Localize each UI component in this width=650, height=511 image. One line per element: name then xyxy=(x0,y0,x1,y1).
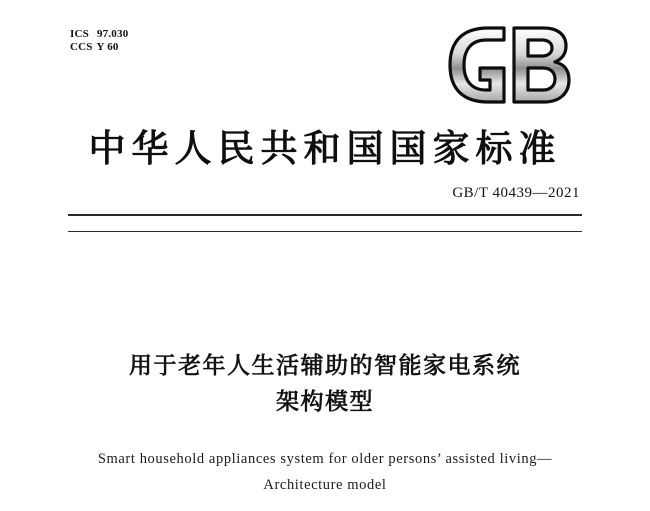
ics-line xyxy=(70,28,128,41)
standard-number: GB/T 40439—2021 xyxy=(452,185,580,201)
gb-national-standard-emblem-icon xyxy=(440,22,590,108)
classification-block xyxy=(70,28,128,54)
national-standard-title: 中华人民共和国国家标准 xyxy=(88,129,562,170)
document-title-english-line2: Architecture model xyxy=(263,477,387,493)
ccs-label: CCS xyxy=(70,41,93,53)
divider-thick xyxy=(68,214,582,216)
ccs-line xyxy=(70,41,128,54)
document-title-english-line1: Smart household appliances system for older persons’ assisted living— xyxy=(97,451,553,467)
document-title-english xyxy=(0,446,650,498)
document-title-chinese xyxy=(0,348,650,420)
ics-value: 97.030 xyxy=(96,28,129,40)
document-title-chinese-line1: 用于老年人生活辅助的智能家电系统 xyxy=(129,353,521,378)
ics-label: ICS xyxy=(70,28,89,40)
divider-thin xyxy=(68,231,582,232)
ccs-value: Y 60 xyxy=(96,41,119,53)
document-title-chinese-line2: 架构模型 xyxy=(276,389,374,414)
